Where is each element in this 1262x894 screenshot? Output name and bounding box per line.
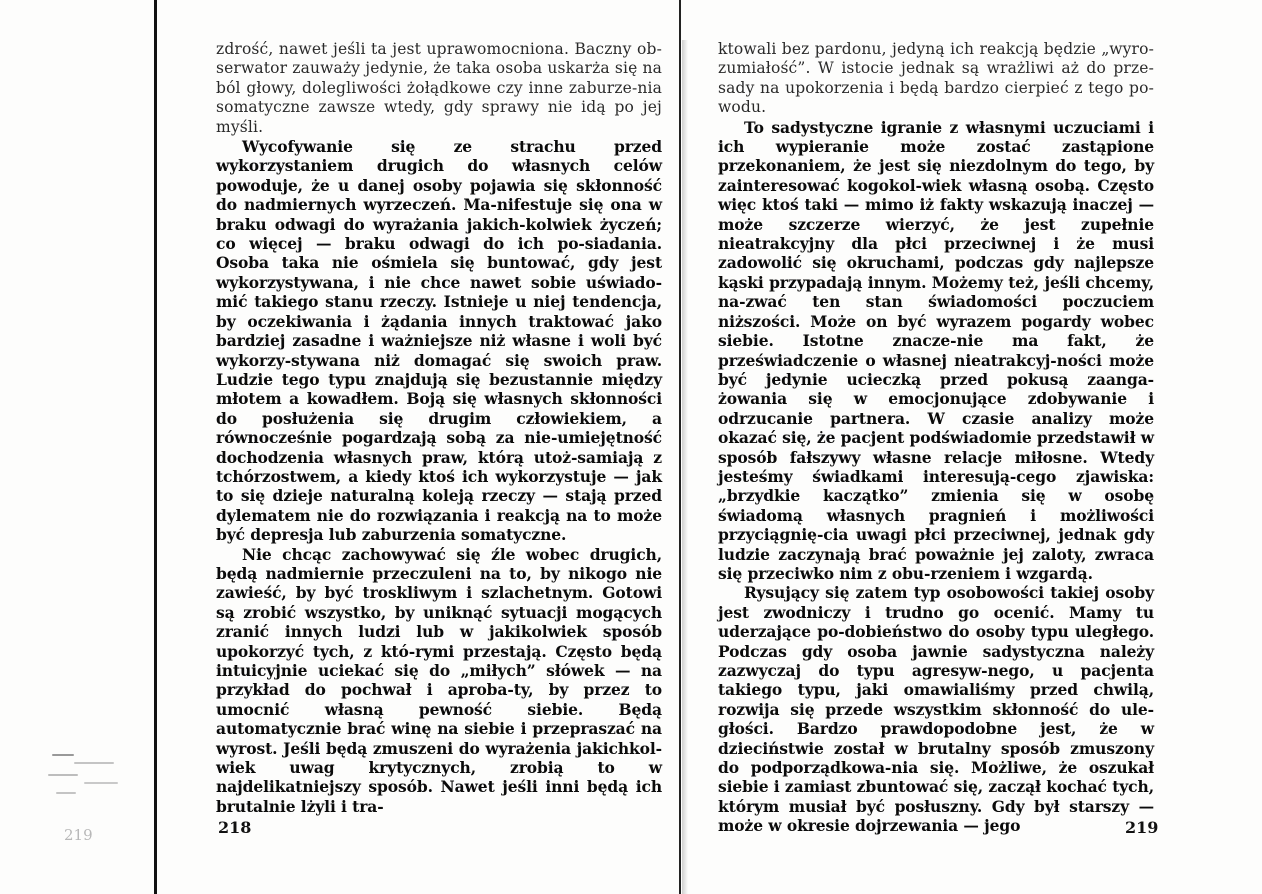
right-paragraph-3: Rysujący się zatem typ osobowości takiej osoby jest zwodniczy i trudno go ocenić. Mamy tu uderzające po-dobieństwo do osoby typu uległego. Podczas gdy osoba jawnie sadystyczna należy zazwyczaj do typu agresyw-nego, u pacjenta takiego typu, jaki omawialiśmy przed chwilą, rozwija się przede wszystkim skłonność do ule-głości. Bardzo prawdopodobne jest, że w dzieciństwie został w brutalny sposób zmuszony do podporządkowa-nia się. Możliwe, że oszukał siebie i zamiast zbuntować się, zaczął kochać tych, którym musiał być posłuszny. Gdy był starszy — może w okresie dojrzewania — jego (718, 583, 1154, 836)
left-page-edge (154, 0, 157, 894)
left-paragraph-3: Nie chcąc zachowywać się źle wobec drugich, będą nadmiernie przeczuleni na to, by nikogo nie zawieść, by być troskliwym i szlachetnym. Gotowi są zrobić wszystko, by uniknąć sytuacji mogących zranić innych ludzi lub w jakikolwiek sposób upokorzyć tych, z któ-rymi przestają. Często będą intuicyjnie uciekać się do „miłych” słówek — na przykład do pochwał i aproba-ty, by przez to umocnić własną pewność siebie. Będą automatycznie brać winę na siebie i przepraszać na wyrost. Jeśli będą zmuszeni do wyrażenia jakichkol-wiek uwag krytycznych, zrobią to w najdelikatniejszy sposób. Nawet jeśli inni będą ich brutalnie lżyli i tra- (216, 544, 662, 816)
right-paragraph-2: To sadystyczne igranie z własnymi uczuciami i ich wypieranie może zostać zastąpione przekonaniem, że jest się niezdolnym do tego, by zainteresować kogokol-wiek własną osobą. Często więc ktoś taki — mimo iż fakty wskazują inaczej — może szczerze wierzyć, że jest zupełnie nieatrakcyjny dla płci przeciwnej i że musi zadowolić się okruchami, podczas gdy najlepsze kąski przypadają innym. Możemy też, jeśli chcemy, na-zwać ten stan świadomości poczuciem niższości. Może on być wyrazem pogardy wobec siebie. Istotne znacze-nie ma fakt, że przeświadczenie o własnej nieatrakcyj-ności może być jedynie ucieczką przed pokusą zaanga-żowania się w emocjonujące zdobywanie i odrzucanie partnera. W czasie analizy może okazać się, że pacjent podświadomie przedstawił w sposób fałszywy własne relacje miłosne. Wtedy jesteśmy świadkami interesują-cego zjawiska: „brzydkie kaczątko” zmienia się w osobę świadomą własnych pragnień i możliwości przyciągnię-cia uwagi płci przeciwnej, jednak gdy ludzie zaczynają brać poważnie jej zaloty, zwraca się przeciwko nim z obu-rzeniem i wzgardą. (718, 117, 1154, 583)
right-page (718, 40, 1154, 836)
left-paragraph-2: Wycofywanie się ze strachu przed wykorzystaniem drugich do własnych celów powoduje, że u danej osoby pojawia się skłonność do nadmiernych wyrzeczeń. Ma-nifestuje się ona w braku odwagi do wyrażania jakich-kolwiek życzeń; co więcej — braku odwagi do ich po-siadania. Osoba taka nie ośmiela się buntować, gdy jest wykorzystywana, i nie chce nawet sobie uświado-mić takiego stanu rzeczy. Istnieje u niej tendencja, by oczekiwania i żądania innych traktować jako bardziej zasadne i ważniejsze niż własne i woli być wykorzy-stywana niż domagać się swoich praw. Ludzie tego typu znajdują się bezustannie między młotem a kowadłem. Boją się własnych skłonności do posłużenia się drugim człowiekiem, a równocześnie pogardzają sobą za nie-umiejętność dochodzenia własnych praw, którą utoż-samiają z tchórzostwem, a kiedy ktoś ich wykorzystuje — jak to się dzieje naturalną koleją rzeczy — stają przed dylematem nie do rozwiązania i reakcją na to może być depresja lub zaburzenia somatyczne. (216, 137, 662, 545)
right-page-number: 219 (1125, 818, 1159, 837)
right-paragraph-1: ktowali bez pardonu, jedyną ich reakcją będzie „wyro-zumiałość”. W istocie jednak są wrażliwi aż do prze-sady na upokorzenia i będą bardzo cierpieć z tego po-wodu. (718, 40, 1154, 117)
left-paragraph-1: zdrość, nawet jeśli ta jest uprawomocniona. Baczny ob-serwator zauważy jedynie, że taka osoba uskarża się na ból głowy, dolegliwości żołądkowe czy inne zaburze-nia somatyczne zawsze wtedy, gdy sprawy nie idą po jej myśli. (216, 40, 662, 136)
spine-shadow (682, 40, 688, 894)
left-page (216, 40, 662, 816)
left-page-number: 218 (218, 818, 252, 837)
book-spine (679, 0, 681, 894)
bleed-through-page-number: 219 (64, 826, 93, 844)
